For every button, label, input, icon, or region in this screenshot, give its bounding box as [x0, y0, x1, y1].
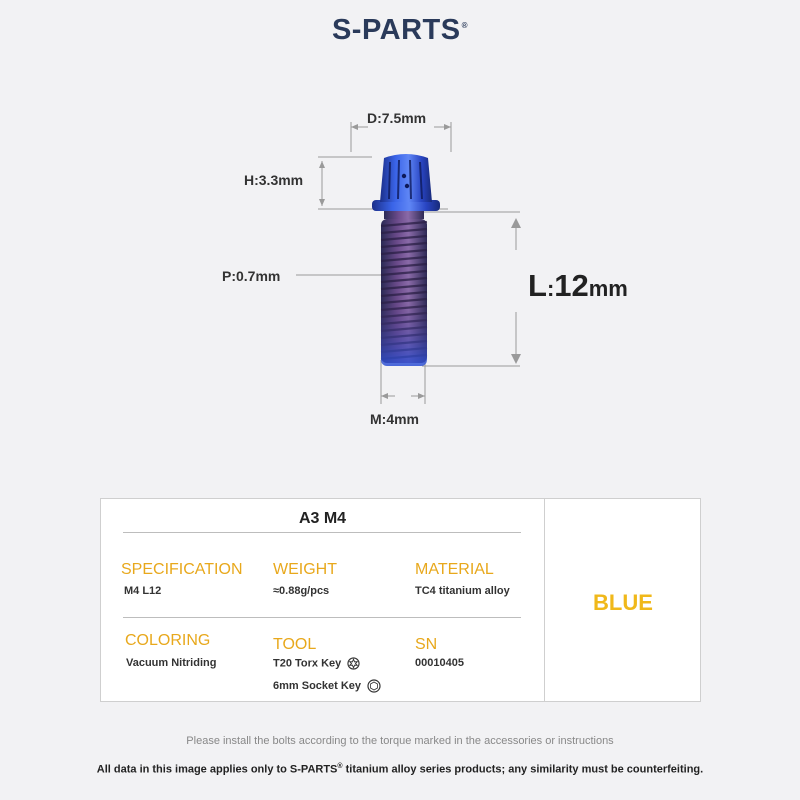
tool-socket-text: 6mm Socket Key [273, 679, 362, 692]
hex-socket-icon [367, 679, 381, 693]
coloring-label: COLORING [125, 632, 211, 649]
sn-label: SN [415, 636, 438, 653]
length-prefix: L [528, 268, 547, 303]
specification-label: SPECIFICATION [121, 561, 243, 578]
color-name: BLUE [593, 590, 653, 615]
disclaimer-post: titanium alloy series products; any similarity must be counterfeiting. [342, 763, 704, 776]
brand-registered-mark: ® [461, 21, 469, 31]
specification-value: M4 L12 [124, 585, 162, 597]
thread-label: M:4mm [370, 411, 420, 427]
weight-label: WEIGHT [273, 561, 337, 578]
bolt-head [380, 154, 432, 202]
title-divider [123, 532, 521, 533]
titanium-bolt [372, 154, 440, 366]
tool-torx-text: T20 Torx Key [273, 657, 342, 670]
disclaimer [0, 763, 800, 776]
length-colon: : [546, 276, 555, 301]
brand-name: S-PARTS [331, 14, 461, 46]
disclaimer-pre: All data in this image applies only to S-PARTS [96, 763, 338, 776]
coloring-value: Vacuum Nitriding [126, 657, 217, 669]
row-divider [123, 617, 521, 618]
length-value: 12 [554, 268, 589, 303]
tool-label: TOOL [273, 636, 317, 653]
sn-value: 00010405 [415, 657, 464, 669]
install-note: Please install the bolts according to the torque marked in the accessories or instructions [186, 735, 614, 747]
bolt-shank [384, 211, 424, 219]
length-unit: mm [588, 276, 628, 301]
bolt-tip-tint [381, 300, 427, 366]
pitch-label: P:0.7mm [222, 268, 281, 284]
height-label: H:3.3mm [244, 172, 304, 188]
model-title: A3 M4 [298, 510, 347, 527]
disclaimer-mark: ® [337, 763, 343, 770]
weight-value: ≈0.88g/pcs [273, 585, 330, 597]
tool-value-torx [273, 657, 360, 670]
spec-card [100, 498, 701, 702]
material-value: TC4 titanium alloy [415, 585, 510, 597]
diameter-label: D:7.5mm [367, 110, 427, 126]
length-label [528, 268, 628, 304]
torx-icon [347, 657, 360, 670]
tool-value-socket [273, 679, 381, 693]
material-label: MATERIAL [415, 561, 494, 578]
